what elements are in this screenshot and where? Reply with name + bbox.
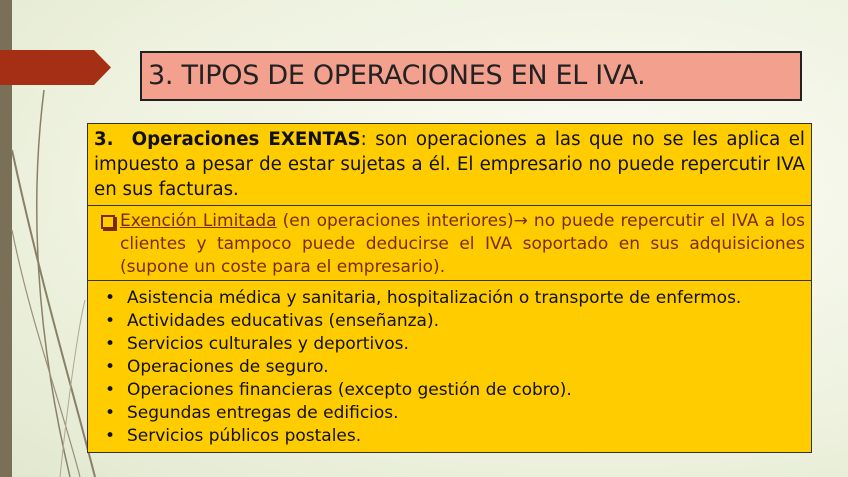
bullet-icon: • (105, 380, 116, 400)
list-item (102, 425, 811, 448)
list-item-text: Actividades educativas (enseñanza). (127, 311, 440, 331)
list-item-text: Operaciones financieras (excepto gestión de cobro). (127, 380, 572, 400)
bullet-icon: • (105, 334, 116, 354)
list-item-text: Servicios públicos postales. (127, 426, 362, 446)
list-item-text: Servicios culturales y deportivos. (127, 334, 409, 354)
list-item-text: Segundas entregas de edificios. (127, 403, 399, 423)
list-item (102, 310, 811, 333)
list-item-text: Asistencia médica y sanitaria, hospitalización o transporte de enfermos. (127, 288, 742, 308)
section-number: 3. (94, 129, 114, 150)
limited-label: Exención Limitada (120, 211, 277, 231)
list-item (102, 402, 811, 425)
list-item (102, 287, 811, 310)
bullet-icon: • (105, 357, 116, 377)
bullet-icon: • (105, 403, 116, 423)
content-box (87, 123, 812, 453)
slide-title-box (140, 51, 802, 101)
bullet-icon: • (105, 311, 116, 331)
list-item (102, 356, 811, 379)
bullet-icon: • (105, 288, 116, 308)
exempt-operations-list (88, 281, 811, 448)
checkbox-bullet-icon (101, 215, 115, 229)
bullet-icon: • (105, 426, 116, 446)
title-arrow-shape (0, 50, 111, 85)
list-item-text: Operaciones de seguro. (127, 357, 329, 377)
limited-description: (en operaciones interiores)→ no puede repercutir el IVA a los clientes y tampoco puede deducirse el IVA soportado en sus adquisiciones (supone un coste para el empresario). (120, 211, 805, 277)
section-heading: Operaciones EXENTAS (131, 129, 361, 150)
slide-title: 3. TIPOS DE OPERACIONES EN EL IVA. (148, 60, 646, 91)
exencion-limitada (88, 206, 811, 281)
section-description: : son operaciones a las que no se les aplica el impuesto a pesar de estar sujetas a él. El empresario no puede repercutir IVA en sus facturas. (94, 129, 805, 200)
exentas-definition (88, 124, 811, 206)
list-item (102, 333, 811, 356)
list-item (102, 379, 811, 402)
